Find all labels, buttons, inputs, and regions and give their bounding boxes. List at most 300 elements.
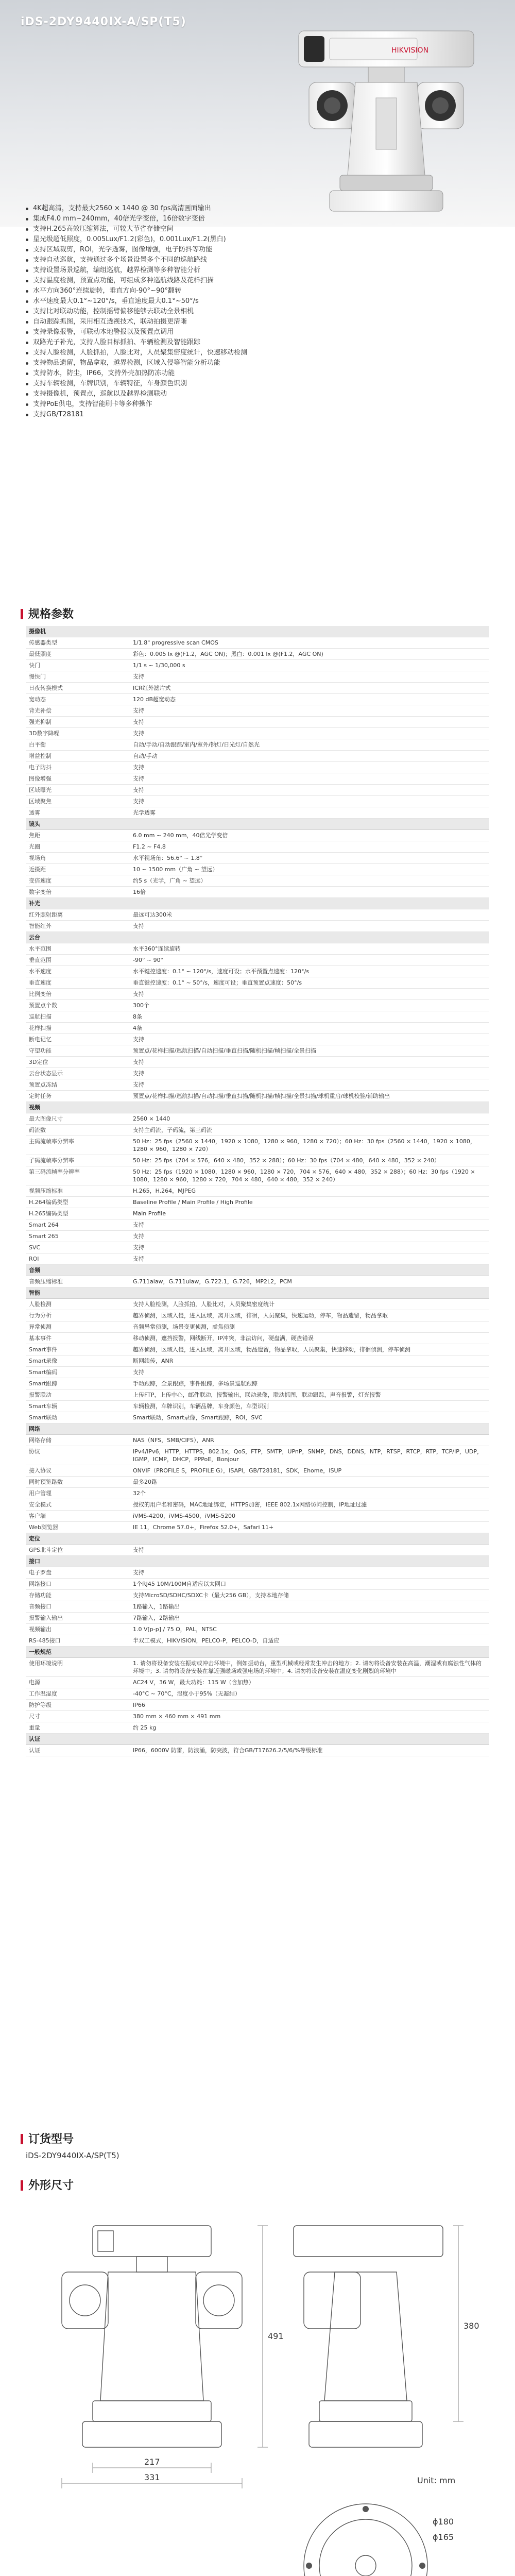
dim-331: 331: [144, 2472, 160, 2482]
spec-row: [26, 1197, 489, 1208]
spec-key: 尺寸: [26, 1711, 130, 1722]
feature-list: [26, 204, 489, 420]
spec-value: 水平视场角：56.6° ~ 1.8°: [130, 853, 489, 864]
spec-value: 水平360°连续旋转: [130, 943, 489, 955]
spec-value: 预置点/花样扫描/巡航扫描/自动扫描/垂直扫描/随机扫描/帧扫描/全景扫描/球机重启/球机校验/辅助输出: [130, 1091, 489, 1102]
spec-key: 人脸检测: [26, 1299, 130, 1310]
spec-value: H.265，H.264，MJPEG: [130, 1185, 489, 1197]
spec-row: [26, 1242, 489, 1253]
spec-group-label: 认证: [26, 1734, 489, 1745]
spec-key: 重量: [26, 1722, 130, 1734]
spec-value: 支持主码流，子码流，第三码流: [130, 1125, 489, 1136]
spec-value: -40°C ~ 70°C，湿度小于95%（无凝结）: [130, 1688, 489, 1700]
spec-key: 比例变倍: [26, 989, 130, 1000]
spec-key: 近摄距: [26, 864, 130, 875]
spec-value: -90° ~ 90°: [130, 955, 489, 966]
spec-value: 300个: [130, 1000, 489, 1011]
spec-key: 预置点冻结: [26, 1079, 130, 1091]
spec-row: [26, 1185, 489, 1197]
spec-row: [26, 1722, 489, 1734]
spec-row: [26, 1545, 489, 1556]
spec-key: 安全模式: [26, 1499, 130, 1511]
spec-key: 水平速度: [26, 966, 130, 977]
spec-row: [26, 841, 489, 853]
spec-row: [26, 1367, 489, 1378]
spec-row: [26, 1688, 489, 1700]
spec-group-label: 摄像机: [26, 626, 489, 637]
spec-group-label: 接口: [26, 1556, 489, 1567]
spec-row: [26, 875, 489, 887]
feature-item: 支持车辆检测，车牌识别，车辆特征，车身颜色识别: [26, 379, 489, 389]
spec-key: Smart车辆: [26, 1401, 130, 1412]
spec-key: 报警输入输出: [26, 1613, 130, 1624]
spec-value: 彩色：0.005 lx @(F1.2，AGC ON)；黑白：0.001 lx @(F1.2，AGC ON): [130, 649, 489, 660]
spec-value: NAS（NFS，SMB/CIFS），ANR: [130, 1435, 489, 1446]
feature-item: 水平方向360°连续旋转，垂直方向-90°~90°翻转: [26, 286, 489, 296]
spec-group-row: [26, 1556, 489, 1567]
order-model: iDS-2DY9440IX-A/SP(T5): [26, 2151, 119, 2160]
spec-row: [26, 955, 489, 966]
spec-row: [26, 1333, 489, 1344]
spec-row: [26, 1477, 489, 1488]
dimension-svg: [26, 2195, 489, 2576]
spec-row: [26, 1635, 489, 1647]
spec-key: 焦距: [26, 830, 130, 841]
spec-value: 车辆检测，车牌识别，车辆品牌，车身颜色，车型识别: [130, 1401, 489, 1412]
spec-group-row: [26, 1734, 489, 1745]
spec-value: 50 Hz：25 fps（704 × 576，640 × 480，352 × 288）；60 Hz：30 fps（704 × 480，640 × 480，352 × 240）: [130, 1155, 489, 1166]
spec-row: [26, 1023, 489, 1034]
spec-key: Smart编码: [26, 1367, 130, 1378]
spec-row: [26, 1389, 489, 1401]
order-title-text: 订货型号: [28, 2133, 74, 2146]
spec-value: 1. 请勿将设备安装在振动或冲击环境中，例如振动台，重型机械或经常发生冲击的地方；2. 请勿将设备安装在高温，潮湿或有腐蚀性气体的环境中；3. 请勿将设备安装在靠近强磁场或强电场的环境中；4. 请勿将设备安装在温度变化剧烈的环境中: [130, 1658, 489, 1677]
spec-value: 约5 s（光学，广角 ~ 望远）: [130, 875, 489, 887]
spec-value: 半双工模式，HIKVISION，PELCO-P，PELCO-D，自适应: [130, 1635, 489, 1647]
spec-group-row: [26, 1647, 489, 1658]
spec-key: 变倍速度: [26, 875, 130, 887]
spec-row: [26, 1208, 489, 1219]
spec-value: 自动/手动/自动跟踪/室内/室外/钠灯/日光灯/自然光: [130, 739, 489, 751]
spec-key: 垂直范围: [26, 955, 130, 966]
dim-217: 217: [144, 2457, 160, 2467]
spec-row: [26, 1745, 489, 1756]
spec-key: 协议: [26, 1446, 130, 1465]
spec-key: SVC: [26, 1242, 130, 1253]
spec-value: 支持: [130, 1057, 489, 1068]
spec-row: [26, 1276, 489, 1287]
feature-item: 支持比对联动功能，控制摇臂偏移能够去联动全景相机: [26, 307, 489, 317]
spec-value: IP66: [130, 1700, 489, 1711]
spec-value: 越界侦测，区域入侵，进入区域，离开区域，徘徊，人员聚集，快速运动，停车，物品遗留，物品拿取: [130, 1310, 489, 1321]
section-marker: [21, 2134, 23, 2144]
feature-item: 支持人脸检测，人脸抓拍，人脸比对，人员聚集密度统计，快速移动检测: [26, 348, 489, 358]
spec-key: 工作温湿度: [26, 1688, 130, 1700]
spec-key: 第三码流帧率分辨率: [26, 1166, 130, 1185]
spec-row: [26, 1711, 489, 1722]
spec-row: [26, 1355, 489, 1367]
spec-value: G.711alaw，G.711ulaw，G.722.1，G.726，MP2L2，PCM: [130, 1276, 489, 1287]
feature-item: 支持物品遗留，物品拿取，越界检测，区域入侵等智能分析功能: [26, 358, 489, 368]
spec-row: [26, 1231, 489, 1242]
spec-row: [26, 1465, 489, 1477]
spec-row: [26, 1321, 489, 1333]
spec-key: 传感器类型: [26, 637, 130, 649]
dims-title-text: 外形尺寸: [28, 2179, 74, 2192]
spec-key: 区域聚焦: [26, 796, 130, 807]
spec-group-label: 网络: [26, 1423, 489, 1435]
spec-row: [26, 1034, 489, 1045]
spec-key: 图像增强: [26, 773, 130, 785]
feature-item: 支持防水，防尘，IP66，支持外壳加热防冻功能: [26, 368, 489, 379]
spec-value: 1/1 s ~ 1/30,000 s: [130, 660, 489, 671]
spec-value: 支持: [130, 921, 489, 932]
spec-row: [26, 1567, 489, 1579]
spec-value: IPv4/IPv6，HTTP，HTTPS，802.1x，QoS，FTP，SMTP，UPnP，SNMP，DNS，DDNS，NTP，RTSP，RTCP，RTP，TCP/IP，UDP，IGMP，ICMP，DHCP，PPPoE，Bonjour: [130, 1446, 489, 1465]
spec-value: 支持: [130, 728, 489, 739]
spec-group-label: 视频: [26, 1102, 489, 1113]
spec-value: 支持: [130, 1567, 489, 1579]
spec-value: 最多20路: [130, 1477, 489, 1488]
spec-row: [26, 1700, 489, 1711]
spec-value: 支持: [130, 1079, 489, 1091]
feature-item: 支持PoE供电，支持智能刷卡等多种操作: [26, 399, 489, 410]
spec-key: 强光抑制: [26, 717, 130, 728]
feature-item: 支持GB/T28181: [26, 410, 489, 420]
spec-value: 4条: [130, 1023, 489, 1034]
spec-key: 光圈: [26, 841, 130, 853]
spec-value: 1/1.8" progressive scan CMOS: [130, 637, 489, 649]
spec-key: 主码流帧率分辨率: [26, 1136, 130, 1155]
feature-item: 支持H.265高效压缩算法，可较大节省存储空间: [26, 224, 489, 234]
spec-key: 垂直速度: [26, 977, 130, 989]
spec-value: 6.0 mm ~ 240 mm，40倍光学变倍: [130, 830, 489, 841]
spec-row: [26, 1412, 489, 1423]
spec-value: 移动侦测，遮挡报警，网线断开，IP冲突，非法访问，硬盘满，硬盘错误: [130, 1333, 489, 1344]
spec-group-label: 音频: [26, 1265, 489, 1276]
spec-value: 支持: [130, 762, 489, 773]
spec-row: [26, 649, 489, 660]
spec-value: 32个: [130, 1488, 489, 1499]
spec-key: 防护等级: [26, 1700, 130, 1711]
section-marker: [21, 2180, 23, 2191]
spec-key: 视频压缩标准: [26, 1185, 130, 1197]
spec-key: 数字变倍: [26, 887, 130, 898]
feature-item: 自动跟踪抓图，采用相互透视技术，联动拍摄更清晰: [26, 317, 489, 327]
product-banner: [0, 0, 515, 227]
spec-value: 断网续传，ANR: [130, 1355, 489, 1367]
spec-value: 约 25 kg: [130, 1722, 489, 1734]
spec-row: [26, 943, 489, 955]
spec-value: 最远可达300米: [130, 909, 489, 921]
spec-value: iVMS-4200，iVMS-4500，iVMS-5200: [130, 1511, 489, 1522]
spec-value: 支持: [130, 1068, 489, 1079]
product-title: iDS-2DY9440IX-A/SP(T5): [21, 15, 186, 28]
feature-item: 支持摄像机，预置点，巡航以及越界检测联动: [26, 389, 489, 399]
spec-key: 快门: [26, 660, 130, 671]
spec-key: 码流数: [26, 1125, 130, 1136]
spec-key: 云台状态显示: [26, 1068, 130, 1079]
spec-value: 自动/手动: [130, 751, 489, 762]
spec-value: 支持: [130, 796, 489, 807]
feature-item: 支持温度检测，预置点功能，可组成多种巡航线路及花样扫描: [26, 276, 489, 286]
spec-row: [26, 1624, 489, 1635]
spec-value: 1路输入，1路输出: [130, 1601, 489, 1613]
spec-row: [26, 1219, 489, 1231]
spec-key: 子码流帧率分辨率: [26, 1155, 130, 1166]
spec-row: [26, 989, 489, 1000]
spec-key: 客户端: [26, 1511, 130, 1522]
spec-row: [26, 1091, 489, 1102]
spec-key: RS-485接口: [26, 1635, 130, 1647]
spec-value: ONVIF（PROFILE S，PROFILE G），ISAPI，GB/T28181，SDK，Ehome，ISUP: [130, 1465, 489, 1477]
spec-key: 背光补偿: [26, 705, 130, 717]
spec-value: 上传FTP，上传中心，邮件联动，报警输出，联动录像，联动抓图，联动跟踪，声音报警，灯光报警: [130, 1389, 489, 1401]
spec-title-text: 规格参数: [28, 608, 74, 621]
spec-row: [26, 1079, 489, 1091]
spec-key: 网络存储: [26, 1435, 130, 1446]
spec-row: [26, 1522, 489, 1533]
feature-item: 支持录像报警，可联动本地警报以及预置点调用: [26, 327, 489, 337]
spec-row: [26, 1310, 489, 1321]
spec-value: 支持: [130, 1545, 489, 1556]
spec-value: 支持: [130, 671, 489, 683]
spec-key: 电子防抖: [26, 762, 130, 773]
spec-row: [26, 1446, 489, 1465]
spec-key: Smart跟踪: [26, 1378, 130, 1389]
spec-row: [26, 796, 489, 807]
spec-value: 支持: [130, 1253, 489, 1265]
spec-key: Smart事件: [26, 1344, 130, 1355]
svg-text:HIKVISION: HIKVISION: [391, 46, 429, 55]
spec-key: 基本事件: [26, 1333, 130, 1344]
spec-key: 使用环境说明: [26, 1658, 130, 1677]
spec-value: F1.2 ~ F4.8: [130, 841, 489, 853]
spec-row: [26, 977, 489, 989]
spec-value: Main Profile: [130, 1208, 489, 1219]
spec-value: 50 Hz：25 fps（1920 × 1080，1280 × 960，1280 × 720，704 × 576，640 × 480，352 × 288）；60 Hz：30 fps（1920 × 1080，1280 × 960，1280 × 720，704 × 480，640 × 480，352 × 240）: [130, 1166, 489, 1185]
spec-key: 日夜转换模式: [26, 683, 130, 694]
spec-key: 宽动态: [26, 694, 130, 705]
spec-value: 支持: [130, 1367, 489, 1378]
spec-group-row: [26, 1287, 489, 1299]
spec-key: 慢快门: [26, 671, 130, 683]
spec-value: IP66，6000V 防雷，防浪涌，防突波，符合GB/T17626.2/5/6/%等级标准: [130, 1745, 489, 1756]
spec-row: [26, 694, 489, 705]
spec-key: 断电记忆: [26, 1034, 130, 1045]
spec-key: Smart 265: [26, 1231, 130, 1242]
spec-row: [26, 1488, 489, 1499]
spec-section-title: [21, 605, 74, 621]
spec-row: [26, 1590, 489, 1601]
spec-key: 电子罗盘: [26, 1567, 130, 1579]
dim-165: ϕ165: [433, 2532, 454, 2542]
spec-key: 巡航扫描: [26, 1011, 130, 1023]
spec-value: AC24 V，36 W，最大功耗：115 W（含加热）: [130, 1677, 489, 1688]
spec-key: 3D定位: [26, 1057, 130, 1068]
spec-value: 预置点/花样扫描/巡航扫描/自动扫描/垂直扫描/随机扫描/帧扫描/全景扫描: [130, 1045, 489, 1057]
spec-value: 120 dB超宽动态: [130, 694, 489, 705]
spec-key: 电源: [26, 1677, 130, 1688]
spec-row: [26, 1401, 489, 1412]
spec-value: 支持: [130, 773, 489, 785]
spec-key: Smart 264: [26, 1219, 130, 1231]
spec-row: [26, 751, 489, 762]
spec-row: [26, 1011, 489, 1023]
spec-key: 音频压缩标准: [26, 1276, 130, 1287]
spec-value: 垂直键控速度：0.1° ~ 50°/s，速度可设；垂直预置点速度：50°/s: [130, 977, 489, 989]
spec-key: 接入协议: [26, 1465, 130, 1477]
spec-row: [26, 683, 489, 694]
spec-key: 增益控制: [26, 751, 130, 762]
spec-row: [26, 1511, 489, 1522]
spec-group-label: 一般规范: [26, 1647, 489, 1658]
spec-row: [26, 1658, 489, 1677]
spec-row: [26, 1068, 489, 1079]
dim-380: 380: [464, 2321, 479, 2331]
spec-value: 50 Hz：25 fps（2560 × 1440，1920 × 1080，1280 × 960，1280 × 720）；60 Hz：30 fps（2560 × 1440，1920 × 1080，1280 × 960，1280 × 720）: [130, 1136, 489, 1155]
spec-group-row: [26, 819, 489, 830]
feature-item: 集成F4.0 mm~240mm，40倍光学变倍，16倍数字变倍: [26, 214, 489, 224]
spec-value: 支持: [130, 989, 489, 1000]
spec-row: [26, 1677, 489, 1688]
spec-row: [26, 785, 489, 796]
spec-key: 视场角: [26, 853, 130, 864]
spec-key: 预置点个数: [26, 1000, 130, 1011]
spec-row: [26, 728, 489, 739]
spec-value: 2560 × 1440: [130, 1113, 489, 1125]
spec-value: 支持: [130, 785, 489, 796]
spec-row: [26, 739, 489, 751]
feature-item: 水平速度最大0.1°~120°/s，垂直速度最大0.1°~50°/s: [26, 296, 489, 307]
spec-group-row: [26, 1533, 489, 1545]
spec-key: 报警联动: [26, 1389, 130, 1401]
spec-value: 支持: [130, 705, 489, 717]
spec-value: 7路输入，2路输出: [130, 1613, 489, 1624]
spec-group-row: [26, 1423, 489, 1435]
spec-row: [26, 1113, 489, 1125]
spec-row: [26, 1057, 489, 1068]
spec-value: Smart联动，Smart录像，Smart跟踪，ROI，SVC: [130, 1412, 489, 1423]
spec-key: 最低照度: [26, 649, 130, 660]
spec-value: Baseline Profile / Main Profile / High Profile: [130, 1197, 489, 1208]
spec-value: 1个RJ45 10M/100M自适应以太网口: [130, 1579, 489, 1590]
spec-value: 越界侦测，区域入侵，进入区域，离开区域，物品遗留，物品拿取，人员聚集，快速移动，徘徊侦测，停车侦测: [130, 1344, 489, 1355]
ptz-camera-image: [288, 21, 484, 222]
feature-item: 支持设置场景巡航，编组巡航，越界检测等多种智能分析: [26, 265, 489, 276]
spec-key: 音频接口: [26, 1601, 130, 1613]
spec-key: 网络接口: [26, 1579, 130, 1590]
spec-group-label: 云台: [26, 932, 489, 943]
spec-key: H.264编码类型: [26, 1197, 130, 1208]
spec-group-label: 定位: [26, 1533, 489, 1545]
spec-key: 用户管理: [26, 1488, 130, 1499]
spec-group-label: 镜头: [26, 819, 489, 830]
spec-value: 水平键控速度：0.1° ~ 120°/s，速度可设；水平预置点速度：120°/s: [130, 966, 489, 977]
spec-value: 光学透雾: [130, 807, 489, 819]
feature-item: 4K超高清，支持最大2560 × 1440 @ 30 fps高清画面输出: [26, 204, 489, 214]
feature-item: 支持自动巡航，支持通过多个场景设置多个不同的巡航路线: [26, 255, 489, 265]
spec-key: 红外照射距离: [26, 909, 130, 921]
spec-key: 视频输出: [26, 1624, 130, 1635]
spec-group-row: [26, 898, 489, 909]
spec-row: [26, 637, 489, 649]
spec-key: 同时预览路数: [26, 1477, 130, 1488]
spec-key: 守望功能: [26, 1045, 130, 1057]
spec-key: Smart录像: [26, 1355, 130, 1367]
spec-key: 水平范围: [26, 943, 130, 955]
spec-key: Smart联动: [26, 1412, 130, 1423]
spec-row: [26, 921, 489, 932]
spec-value: 支持: [130, 1231, 489, 1242]
spec-group-row: [26, 1102, 489, 1113]
spec-key: 异常侦测: [26, 1321, 130, 1333]
spec-key: H.265编码类型: [26, 1208, 130, 1219]
spec-group-label: 智能: [26, 1287, 489, 1299]
spec-row: [26, 1136, 489, 1155]
spec-key: 最大图像尺寸: [26, 1113, 130, 1125]
dim-491: 491: [268, 2331, 284, 2341]
spec-key: 白平衡: [26, 739, 130, 751]
spec-row: [26, 1000, 489, 1011]
dim-180: ϕ180: [433, 2517, 454, 2527]
spec-row: [26, 807, 489, 819]
spec-row: [26, 671, 489, 683]
spec-key: Web浏览器: [26, 1522, 130, 1533]
order-section-title: [21, 2130, 74, 2146]
spec-row: [26, 1299, 489, 1310]
spec-key: 定时任务: [26, 1091, 130, 1102]
dims-section-title: [21, 2177, 74, 2193]
spec-row: [26, 966, 489, 977]
section-marker: [21, 609, 23, 619]
spec-row: [26, 1045, 489, 1057]
dim-unit: Unit: mm: [417, 2476, 456, 2485]
spec-row: [26, 1155, 489, 1166]
spec-row: [26, 853, 489, 864]
spec-group-row: [26, 1265, 489, 1276]
spec-key: 存储功能: [26, 1590, 130, 1601]
spec-value: 支持: [130, 1219, 489, 1231]
feature-item: 支持区域裁剪，ROI，光学透雾，图像增强，电子防抖等功能: [26, 245, 489, 255]
spec-row: [26, 1378, 489, 1389]
spec-key: 智能红外: [26, 921, 130, 932]
spec-row: [26, 1125, 489, 1136]
spec-key: 认证: [26, 1745, 130, 1756]
spec-row: [26, 830, 489, 841]
spec-key: ROI: [26, 1253, 130, 1265]
spec-key: 区域曝光: [26, 785, 130, 796]
spec-key: 透雾: [26, 807, 130, 819]
spec-value: 支持人脸检测，人脸抓拍，人脸比对，人员聚集密度统计: [130, 1299, 489, 1310]
spec-value: 支持: [130, 1034, 489, 1045]
spec-value: 16倍: [130, 887, 489, 898]
spec-key: GPS北斗定位: [26, 1545, 130, 1556]
spec-group-label: 补光: [26, 898, 489, 909]
spec-row: [26, 1435, 489, 1446]
spec-row: [26, 773, 489, 785]
spec-value: 手动跟踪，全景跟踪，事件跟踪，多场景巡航跟踪: [130, 1378, 489, 1389]
spec-row: [26, 1253, 489, 1265]
dimension-drawings: [26, 2195, 489, 2576]
spec-value: 支持: [130, 717, 489, 728]
spec-key: 花样扫描: [26, 1023, 130, 1034]
spec-row: [26, 1601, 489, 1613]
spec-value: 10 ~ 1500 mm（广角 ~ 望远）: [130, 864, 489, 875]
spec-value: 1.0 V[p-p] / 75 Ω，PAL，NTSC: [130, 1624, 489, 1635]
spec-row: [26, 1579, 489, 1590]
spec-row: [26, 717, 489, 728]
